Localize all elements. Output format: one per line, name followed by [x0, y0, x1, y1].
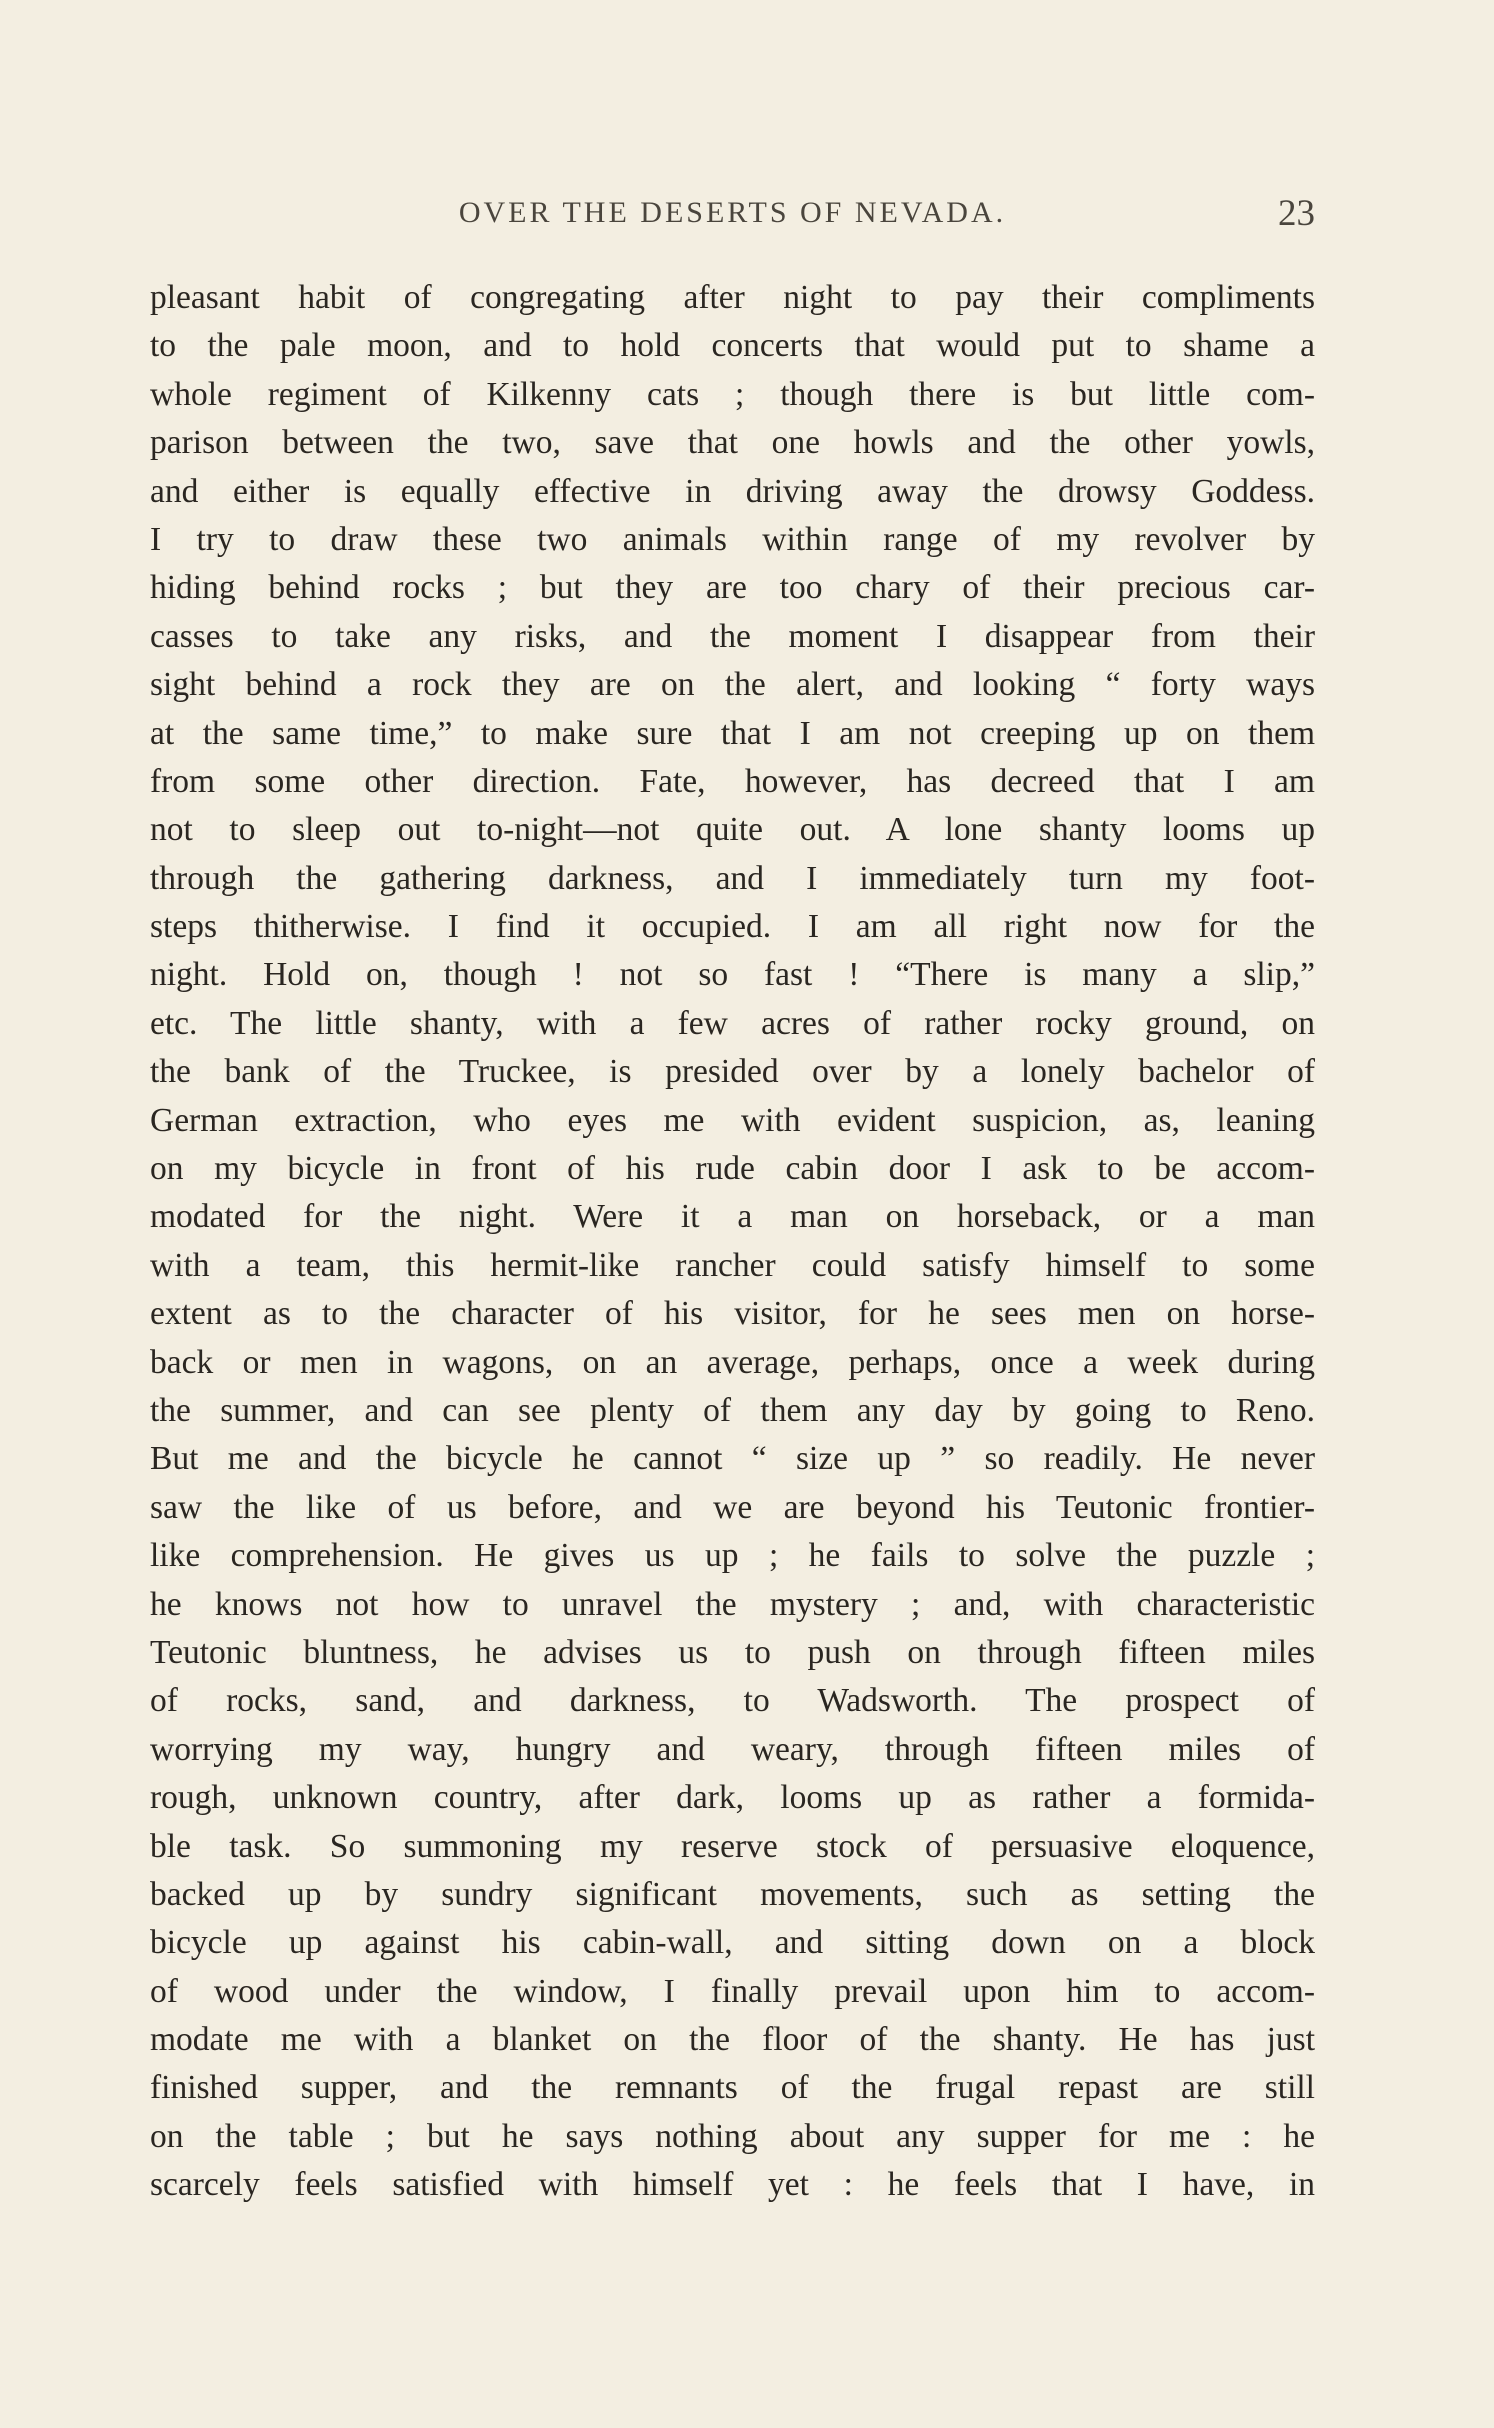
text-line: the summer, and can see plenty of them any day by going to Reno.	[150, 1391, 1315, 1429]
text-line: I try to draw these two animals within range of my revolver by	[150, 520, 1315, 558]
text-line: rough, unknown country, after dark, looms up as rather a formida-	[150, 1779, 1315, 1817]
text-line: steps thitherwise. I find it occupied. I am all right now for the	[150, 908, 1315, 946]
page-number: 23	[1278, 193, 1315, 234]
text-line: of rocks, sand, and darkness, to Wadsworth. The prospect of	[150, 1682, 1315, 1720]
text-line: not to sleep out to-night—not quite out. A lone shanty looms up	[150, 811, 1315, 849]
text-line: saw the like of us before, and we are beyond his Teutonic frontier-	[150, 1488, 1315, 1526]
running-title: OVER THE DESERTS OF NEVADA.	[458, 196, 1007, 229]
running-head	[150, 193, 1315, 244]
text-line: sight behind a rock they are on the alert, and looking “ forty ways	[150, 666, 1315, 704]
text-line: he knows not how to unravel the mystery ; and, with characteristic	[150, 1585, 1315, 1623]
text-line: bicycle up against his cabin-wall, and sitting down on a block	[150, 1924, 1315, 1962]
text-line: etc. The little shanty, with a few acres of rather rocky ground, on	[150, 1004, 1315, 1042]
text-line: hiding behind rocks ; but they are too chary of their precious car-	[150, 569, 1315, 607]
text-line: back or men in wagons, on an average, perhaps, once a week during	[150, 1343, 1315, 1381]
text-line: night. Hold on, though ! not so fast ! “There is many a slip,”	[150, 956, 1315, 994]
text-line: and either is equally effective in driving away the drowsy Goddess.	[150, 472, 1315, 510]
text-line: through the gathering darkness, and I immediately turn my foot-	[150, 859, 1315, 897]
text-line: the bank of the Truckee, is presided over by a lonely bachelor of	[150, 1053, 1315, 1091]
body-text	[150, 274, 1315, 2210]
text-line: pleasant habit of congregating after night to pay their compliments	[150, 279, 1315, 316]
text-line: backed up by sundry significant movements, such as setting the	[150, 1875, 1315, 1913]
text-line: parison between the two, save that one howls and the other yowls,	[150, 424, 1315, 462]
text-line: whole regiment of Kilkenny cats ; though there is but little com-	[150, 375, 1315, 413]
text-line: from some other direction. Fate, however, has decreed that I am	[150, 762, 1315, 800]
text-line: Teutonic bluntness, he advises us to push on through fifteen miles	[150, 1633, 1315, 1671]
text-line: on the table ; but he says nothing about any supper for me : he	[150, 2117, 1315, 2155]
text-line: But me and the bicycle he cannot “ size up ” so readily. He never	[150, 1440, 1315, 1478]
text-line: finished supper, and the remnants of the frugal repast are still	[150, 2069, 1315, 2107]
text-line: scarcely feels satisfied with himself yet : he feels that I have, in	[150, 2166, 1315, 2204]
text-line: like comprehension. He gives us up ; he fails to solve the puzzle ;	[150, 1537, 1315, 1575]
text-line: casses to take any risks, and the moment I disappear from their	[150, 617, 1315, 655]
text-line: modate me with a blanket on the floor of the shanty. He has just	[150, 2021, 1315, 2059]
text-line: of wood under the window, I finally prevail upon him to accom-	[150, 1972, 1315, 2010]
text-line: modated for the night. Were it a man on horseback, or a man	[150, 1198, 1315, 1236]
text-line: extent as to the character of his visitor, for he sees men on horse-	[150, 1295, 1315, 1333]
text-line: ble task. So summoning my reserve stock of persuasive eloquence,	[150, 1827, 1315, 1865]
text-line: with a team, this hermit-like rancher could satisfy himself to some	[150, 1246, 1315, 1284]
text-line: German extraction, who eyes me with evident suspicion, as, leaning	[150, 1101, 1315, 1139]
text-line: to the pale moon, and to hold concerts that would put to shame a	[150, 327, 1315, 365]
text-line: at the same time,” to make sure that I am not creeping up on them	[150, 714, 1315, 752]
text-line: on my bicycle in front of his rude cabin door I ask to be accom-	[150, 1150, 1315, 1188]
text-line: worrying my way, hungry and weary, through fifteen miles of	[150, 1730, 1315, 1768]
